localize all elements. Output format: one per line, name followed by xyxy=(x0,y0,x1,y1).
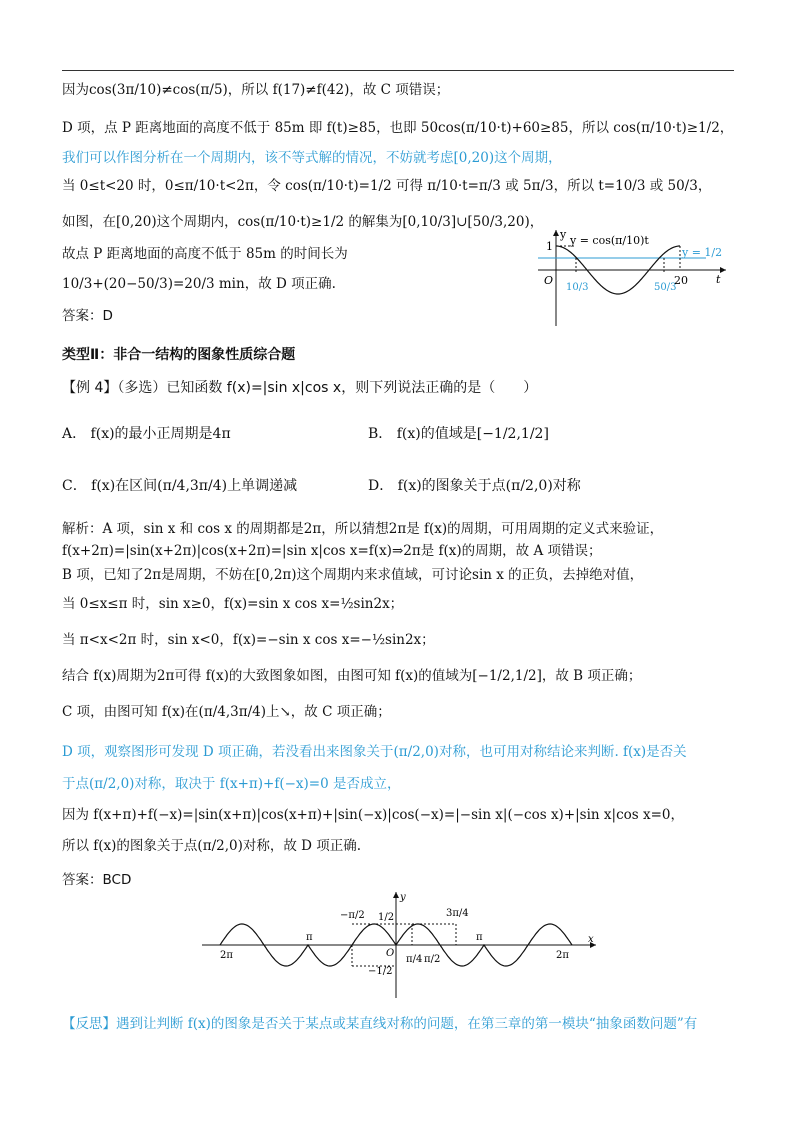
question-stem: 【例 4】（多选）已知函数 f(x)=|sin x|cos x，则下列说法正确的是（ ） xyxy=(62,380,538,396)
y-axis-label: y xyxy=(560,228,567,241)
section-title: 类型Ⅱ：非合一结构的图象性质综合题 xyxy=(62,347,296,363)
text-line-result: 10/3+(20−50/3)=20/3 min，故 D 项正确. xyxy=(62,276,336,292)
text-line-hint: 我们可以作图分析在一个周期内，该不等式解的情况，不妨就考虑[0,20)这个周期， xyxy=(62,150,562,166)
curve-label: y = cos(π/10)t xyxy=(570,234,649,247)
text-line-solution-set: 如图，在[0,20)这个周期内，cos(π/10·t)≥1/2 的解集为[0,10/3]∪[50/3,20)， xyxy=(62,214,544,230)
option-c: C． f(x)在区间(π/4,3π/4)上单调递减 xyxy=(62,478,298,494)
half-label: 1/2 xyxy=(378,912,395,923)
neg-pi-label: π xyxy=(306,932,313,943)
solution-c: C 项，由图可知 f(x)在(π/4,3π/4)上↘，故 C 项正确； xyxy=(62,704,391,720)
pi4-label: π/4 xyxy=(406,954,423,965)
solution-b-range: 结合 f(x)周期为2π可得 f(x)的大致图象如图，由图可知 f(x)的值域为[−1/2,1/2]，故 B 项正确； xyxy=(62,668,642,684)
neg-half-label: −1/2 xyxy=(368,966,393,977)
answer-2: 答案：BCD xyxy=(62,872,132,888)
answer-1: 答案：D xyxy=(62,308,113,324)
solution-b-case1: 当 0≤x≤π 时，sin x≥0，f(x)=sin x cos x=½sin2x； xyxy=(62,596,404,612)
solution-b-case2: 当 π<x<2π 时，sin x<0，f(x)=−sin x cos x=−½sin2x； xyxy=(62,632,435,648)
reflection: 【反思】遇到让判断 f(x)的图象是否关于某点或某直线对称的问题，在第三章的第一模块“抽象函数问题”有 xyxy=(62,1016,698,1032)
neg-pi2-label: −π/2 xyxy=(340,910,365,921)
pi-label: π xyxy=(476,932,483,943)
t1-label: 10/3 xyxy=(566,282,589,293)
solution-a-proof: f(x+2π)=|sin(x+2π)|cos(x+2π)=|sin x|cos x=f(x)⇒2π是 f(x)的周期，故 A 项错误； xyxy=(62,543,602,559)
text-line-d-height: D 项，点 P 距离地面的高度不低于 85m 即 f(t)≥85，也即 50cos(π/10·t)+60≥85，所以 cos(π/10·t)≥1/2， xyxy=(62,120,734,136)
line-label: y = 1/2 xyxy=(682,246,723,259)
y-label: y xyxy=(400,892,406,903)
3pi4-label: 3π/4 xyxy=(446,908,469,919)
text-line-solve: 当 0≤t<20 时，0≤π/10·t<2π，令 cos(π/10·t)=1/2 可得 π/10·t=π/3 或 5π/3，所以 t=10/3 或 50/3， xyxy=(62,178,712,194)
option-d: D． f(x)的图象关于点(π/2,0)对称 xyxy=(368,478,581,494)
solution-d-proof: 因为 f(x+π)+f(−x)=|sin(x+π)|cos(x+π)+|sin(−x)|cos(−x)=|−sin x|(−cos x)+|sin x|cos x=0， xyxy=(62,807,685,823)
solution-b-hint: B 项，已知了2π是周期，不妨在[0,2π)这个周期内来求值域，可讨论sin x 的正负，去掉绝对值， xyxy=(62,567,644,583)
solution-d-conclusion: 所以 f(x)的图象关于点(π/2,0)对称，故 D 项正确. xyxy=(62,838,362,854)
option-a: A． f(x)的最小正周期是4π xyxy=(62,426,231,442)
text-line-duration: 故点 P 距离地面的高度不低于 85m 的时间长为 xyxy=(62,246,348,262)
t2-label: 50/3 xyxy=(654,282,677,293)
origin-label: O xyxy=(386,948,395,959)
origin-label: O xyxy=(544,274,554,287)
x-label: x xyxy=(588,934,594,945)
t-end-label: 20 xyxy=(674,274,688,287)
2pi-label: 2π xyxy=(556,950,569,961)
option-b: B． f(x)的值域是[−1/2,1/2] xyxy=(368,426,549,442)
solution-d-hint: D 项，观察图形可发现 D 项正确，若没看出来图象关于(π/2,0)对称，也可用对称结论来判断. f(x)是否关 xyxy=(62,744,687,760)
pi2-label: π/2 xyxy=(424,954,441,965)
t-axis-label: t xyxy=(716,273,721,286)
header-rule xyxy=(62,70,734,71)
neg-2pi-label: 2π xyxy=(220,950,233,961)
solution-d-hint-2: 于点(π/2,0)对称，取决于 f(x+π)+f(−x)=0 是否成立， xyxy=(62,776,401,792)
abs-sin-cos-graph xyxy=(200,888,600,1000)
solution-a-hint: 解析：A 项，sin x 和 cos x 的周期都是2π，所以猜想2π是 f(x)的周期，可用周期的定义式来验证， xyxy=(62,521,664,537)
text-line-c-error: 因为cos(3π/10)≠cos(π/5)，所以 f(17)≠f(42)，故 C 项错误； xyxy=(62,82,450,98)
one-label: 1 xyxy=(546,240,553,253)
cosine-graph xyxy=(530,228,730,328)
